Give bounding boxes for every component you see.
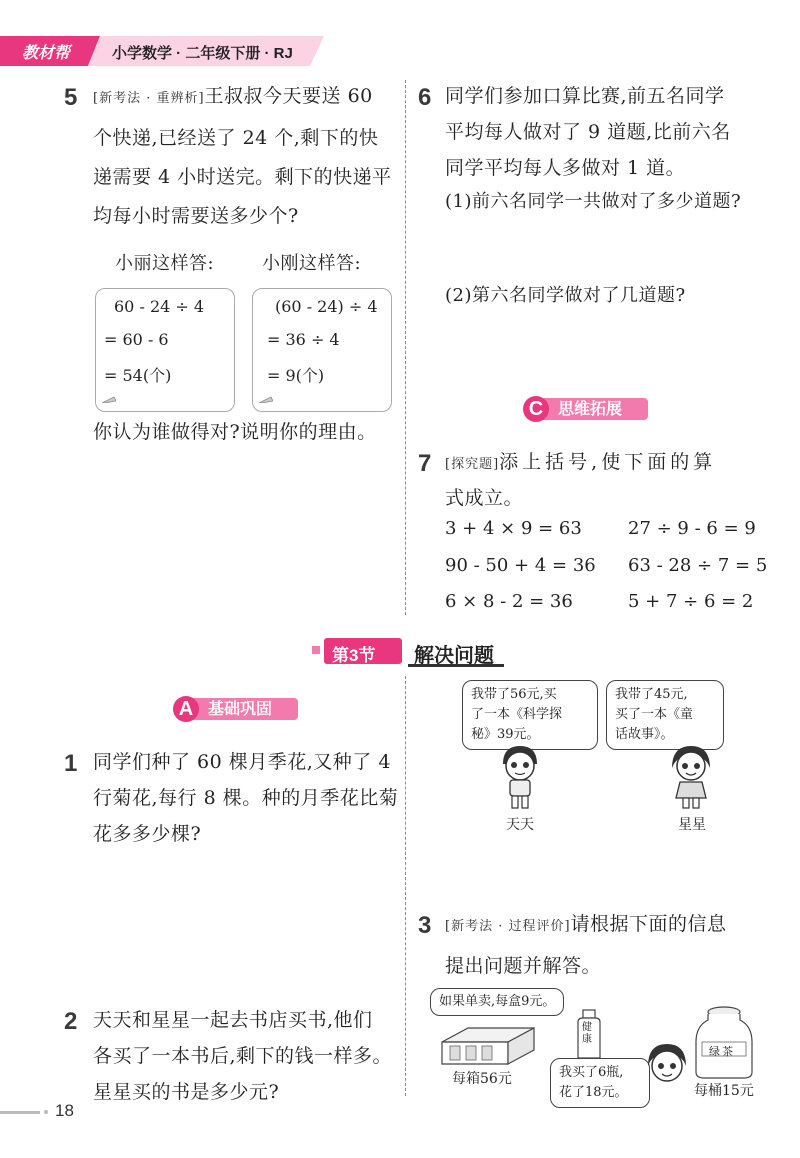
xiaogang-label: 小刚这样答:: [262, 253, 362, 274]
bottle-label: 健康: [582, 1022, 592, 1045]
footer-dot: [44, 1110, 48, 1114]
girl-icon: [644, 1040, 690, 1092]
bought-bubble-line-1: 我买了6瓶,: [559, 1065, 624, 1080]
tiantian-speech-bubble: [462, 680, 598, 750]
q6-line-1: 同学们参加口算比赛,前五名同学: [445, 85, 725, 107]
box-of-bottles-icon: [438, 1020, 538, 1070]
single-price-bubble: [430, 988, 564, 1016]
xiaogang-calc-box: [252, 288, 392, 412]
q3-line-1: [445, 906, 727, 945]
q7-equation-2: 27 ÷ 9 - 6 = 9: [628, 518, 756, 539]
tiantian-boy-icon: [495, 742, 545, 812]
jar-label: 绿茶: [709, 1045, 735, 1058]
xiaoli-calc-box: [95, 288, 235, 412]
bought-bubble-line-2: 花了18元。: [559, 1085, 628, 1100]
xingxing-girl-icon: [666, 742, 716, 812]
q2-stem: [93, 1002, 403, 1110]
xingxing-name: 星星: [678, 817, 706, 833]
xiaoli-calc-2: = 60 - 6: [104, 330, 169, 349]
xiaoli-calc-3: = 54(个): [104, 366, 172, 385]
xiaoli-calc-1: 60 - 24 ÷ 4: [114, 297, 205, 316]
single-price-text: 如果单卖,每盒9元。: [439, 994, 556, 1009]
section-c-bar: [540, 398, 648, 420]
header-brand: 教材帮: [22, 45, 71, 62]
q5-line-3: 递需要 4 小时送完。剩下的快递平: [93, 166, 392, 188]
section-a-bar: [190, 698, 298, 720]
q3-tag: [新考法 · 过程评价]: [445, 919, 571, 934]
q1-stem: [93, 744, 403, 852]
xiaogang-calc-1: (60 - 24) ÷ 4: [275, 297, 378, 316]
page-number: 18: [55, 1101, 74, 1120]
section-a-letter: A: [173, 696, 199, 722]
q7-line-1: [445, 444, 716, 483]
q7-number: 7: [418, 450, 432, 477]
section-c-letter: C: [523, 396, 549, 422]
pencil-icon: [102, 395, 116, 403]
q2-line-1: 天天和星星一起去书店买书,他们: [93, 1009, 373, 1031]
q6-line-2: 平均每人做对了 9 道题,比前六名: [445, 121, 731, 143]
q7-equation-5: 6 × 8 - 2 = 36: [445, 591, 573, 612]
bought-bubble: [550, 1058, 650, 1108]
footer-rule: [0, 1111, 40, 1114]
q2-line-3: 星星买的书是多少元?: [93, 1081, 280, 1103]
xingxing-bubble-line-1: 我带了45元,: [615, 687, 688, 702]
q7-line-2: 式成立。: [445, 487, 524, 509]
q3-line-2: 提出问题并解答。: [445, 955, 602, 977]
box-price: 每箱56元: [452, 1071, 512, 1087]
section-a-title: 基础巩固: [208, 699, 273, 718]
q5-line-2: 个快递,已经送了 24 个,剩下的快: [93, 127, 379, 149]
q5-stem: [93, 78, 398, 234]
section-3-title: 解决问题: [414, 643, 494, 667]
q5-line-4: 均每小时需要送多少个?: [93, 205, 299, 227]
q6-line-3: 同学平均每人多做对 1 道。: [445, 157, 686, 179]
section-c-title: 思维拓展: [558, 399, 623, 418]
tea-jar-icon: [692, 1004, 756, 1080]
xiaogang-calc-2: = 36 ÷ 4: [267, 330, 340, 349]
q6-sub1: (1)前六名同学一共做对了多少道题?: [445, 191, 742, 212]
q3-text-1: 请根据下面的信息: [570, 913, 727, 935]
q1-number: 1: [64, 750, 78, 777]
q5-number: 5: [64, 84, 78, 111]
q5-text-1: 王叔叔今天要送 60: [204, 85, 373, 107]
tiantian-bubble-line-1: 我带了56元,买: [471, 687, 557, 702]
q7-tag: [探究题]: [445, 457, 500, 472]
section-3-header: [312, 636, 512, 666]
xingxing-bubble-line-2: 买了一本《童: [615, 707, 694, 722]
q5-line-1: [93, 78, 398, 117]
q7-equation-1: 3 + 4 × 9 = 63: [445, 518, 582, 539]
column-divider-top: [405, 80, 406, 615]
q6-number: 6: [418, 84, 432, 111]
tiantian-bubble-line-2: 了一本《科学探: [471, 707, 563, 722]
q1-line-1: 同学们种了 60 棵月季花,又种了 4: [93, 751, 391, 773]
pencil-icon: [259, 395, 273, 403]
q2-number: 2: [64, 1008, 78, 1035]
header-bar: [0, 36, 330, 66]
xiaoli-label: 小丽这样答:: [115, 253, 215, 274]
q6-sub2: (2)第六名同学做对了几道题?: [445, 285, 686, 306]
q6-stem: [445, 78, 765, 186]
column-divider-bottom: [405, 676, 406, 1096]
section-3-dot: [312, 646, 320, 654]
q7-equation-6: 5 + 7 ÷ 6 = 2: [628, 591, 754, 612]
q2-line-2: 各买了一本书后,剩下的钱一样多。: [93, 1045, 393, 1067]
q5-tag: [新考法 · 重辨析]: [93, 91, 205, 106]
jar-price: 每桶15元: [694, 1083, 754, 1099]
tiantian-name: 天天: [506, 817, 534, 833]
q3-number: 3: [418, 912, 432, 939]
header-subtitle: 小学数学 · 二年级下册 · RJ: [112, 45, 293, 62]
xiaogang-calc-3: = 9(个): [267, 366, 325, 385]
q7-text-1: 添上括号,使下面的算: [499, 451, 717, 473]
xingxing-speech-bubble: [606, 680, 724, 750]
q7-equation-4: 63 - 28 ÷ 7 = 5: [628, 555, 768, 576]
section-3-label: 第3节: [332, 646, 376, 665]
q1-line-3: 花多多少棵?: [93, 823, 202, 845]
tiantian-bubble-line-3: 秘》39元。: [471, 727, 540, 742]
q1-line-2: 行菊花,每行 8 棵。种的月季花比菊: [93, 787, 399, 809]
q7-equation-3: 90 - 50 + 4 = 36: [445, 555, 596, 576]
q5-question: 你认为谁做得对?说明你的理由。: [93, 421, 377, 443]
xingxing-bubble-line-3: 话故事》。: [615, 727, 674, 742]
